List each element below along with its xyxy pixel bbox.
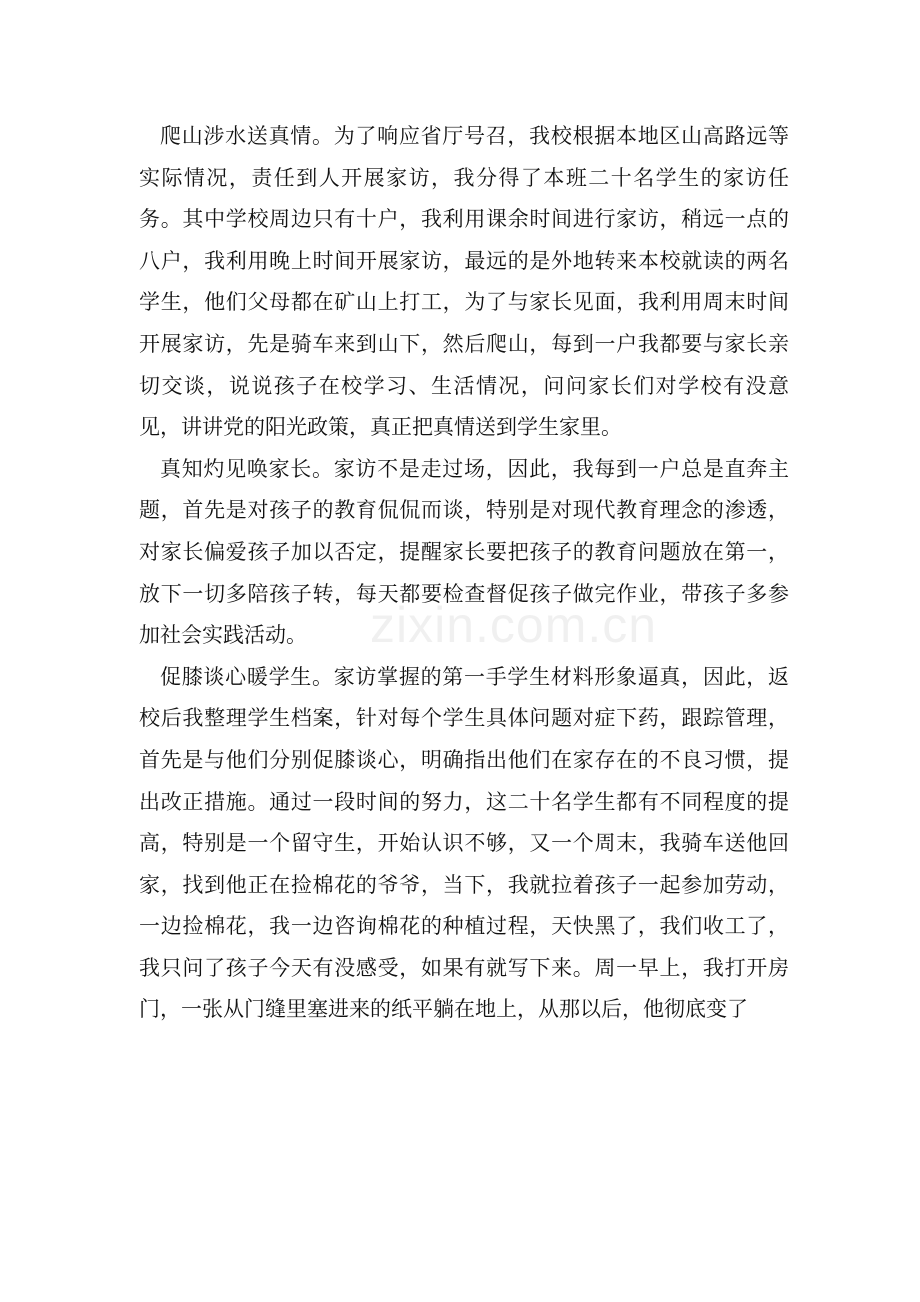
document-body bbox=[139, 116, 789, 1031]
paragraph-student-talk: 促膝谈心暖学生。家访掌握的第一手学生材料形象逼真，因此，返校后我整理学生档案，针对每个学生具体问题对症下药，跟踪管理，首先是与他们分别促膝谈心，明确指出他们在家存在的不良习惯，提出改正措施。通过一段时间的努力，这二十名学生都有不同程度的提高，特别是一个留守生，开始认识不够，又一个周末，我骑车送他回家，找到他正在捡棉花的爷爷，当下，我就拉着孩子一起参加劳动，一边捡棉花，我一边咨询棉花的种植过程，天快黑了，我们收工了，我只问了孩子今天有没感受，如果有就写下来。周一早上，我打开房门，一张从门缝里塞进来的纸平躺在地上，从那以后，他彻底变了 bbox=[139, 664, 789, 1022]
paragraph-home-visit: 爬山涉水送真情。为了响应省厅号召，我校根据本地区山高路远等实际情况，责任到人开展家访，我分得了本班二十名学生的家访任务。其中学校周边只有十户，我利用课余时间进行家访，稍远一点的八户，我利用晚上时间开展家访，最远的是外地转来本校就读的两名学生，他们父母都在矿山上打工，为了与家长见面，我利用周末时间开展家访，先是骑车来到山下，然后爬山，每到一户我都要与家长亲切交谈，说说孩子在校学习、生活情况，问问家长们对学校有没意见，讲讲党的阳光政策，真正把真情送到学生家里。 bbox=[139, 124, 789, 440]
paragraph-parent-guidance: 真知灼见唤家长。家访不是走过场，因此，我每到一户总是直奔主题，首先是对孩子的教育侃侃而谈，特别是对现代教育理念的渗透，对家长偏爱孩子加以否定，提醒家长要把孩子的教育问题放在第一，放下一切多陪孩子转，每天都要检查督促孩子做完作业，带孩子多参加社会实践活动。 bbox=[139, 456, 789, 648]
site-watermark: zixin.com.cn bbox=[370, 597, 658, 653]
